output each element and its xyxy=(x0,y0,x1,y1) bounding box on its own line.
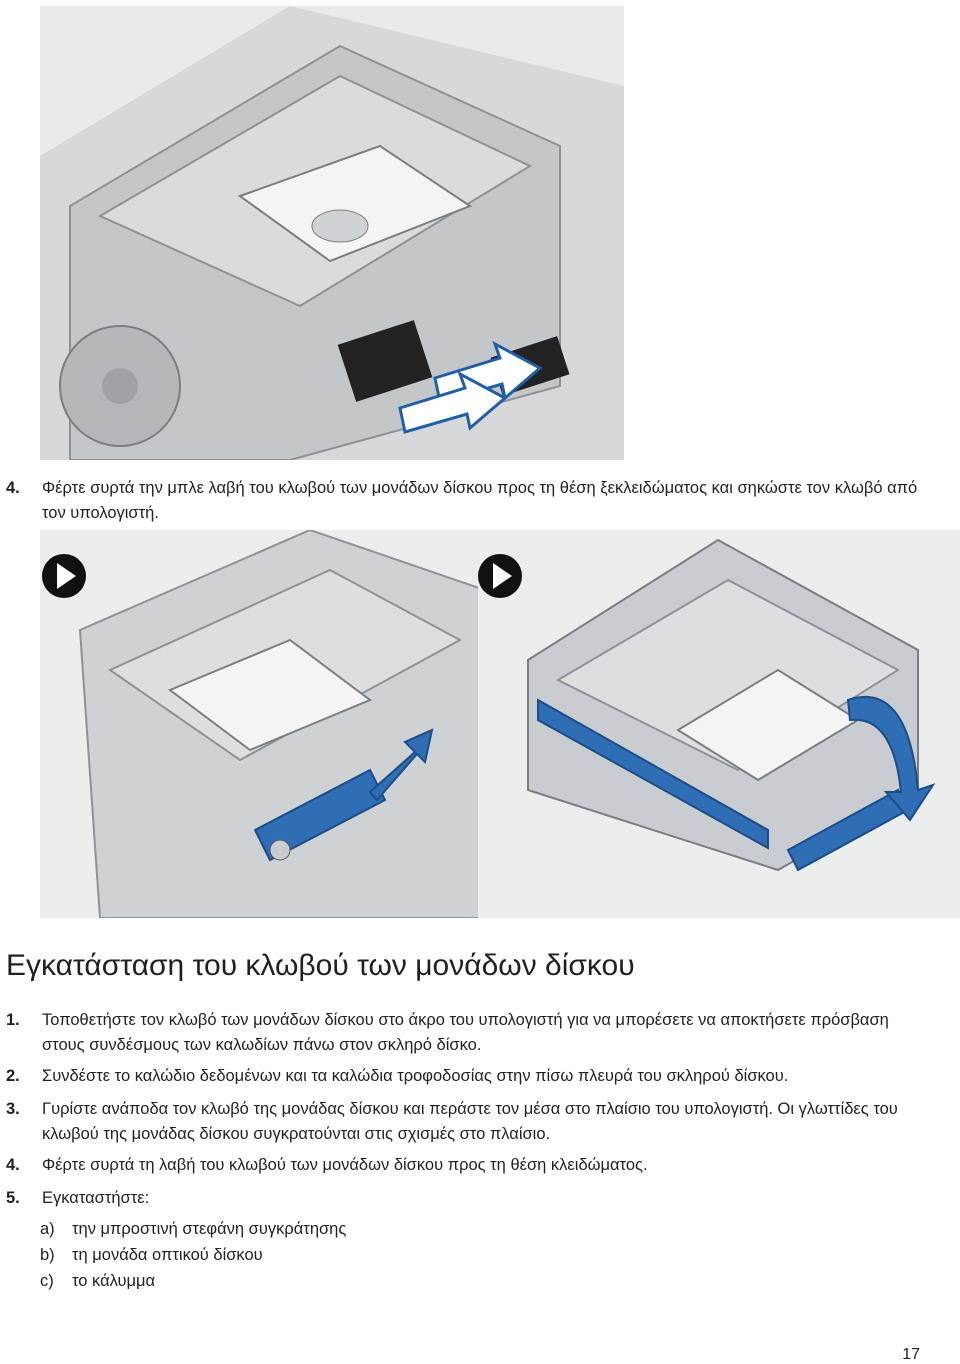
step-number: 2. xyxy=(6,1067,20,1085)
substep-text: τη μονάδα οπτικού δίσκου xyxy=(72,1246,263,1264)
substep-letter: b) xyxy=(40,1246,55,1264)
step-number: 3. xyxy=(6,1100,20,1118)
step-text: Φέρτε συρτά την μπλε λαβή του κλωβού των μονάδων δίσκου προς τη θέση ξεκλειδώματος και σηκώστε τον κλωβό από τον υπολογιστή. xyxy=(42,479,918,522)
step-number: 5. xyxy=(6,1189,20,1207)
step-5 xyxy=(6,1186,926,1211)
step-number: 4. xyxy=(6,479,20,497)
substep-letter: c) xyxy=(40,1272,54,1290)
figure-cage-handle-right xyxy=(478,530,960,918)
step-2 xyxy=(6,1064,926,1089)
substep-letter: a) xyxy=(40,1220,55,1238)
step-text: Γυρίστε ανάποδα τον κλωβό της μονάδας δίσκου και περάστε τον μέσα στο πλαίσιο του υπολογιστή. Οι γλωττίδες του κλωβού της μονάδας δίσκου συγκρατούνται στις σχισμές στο πλαίσιο. xyxy=(42,1100,898,1143)
step-4-remove xyxy=(6,476,926,526)
step-text: Εγκαταστήστε: xyxy=(42,1189,150,1207)
substep-c xyxy=(40,1269,155,1294)
page-number: 17 xyxy=(902,1346,920,1363)
substep-text: το κάλυμμα xyxy=(72,1272,156,1290)
substep-a xyxy=(40,1217,346,1242)
step-4 xyxy=(6,1153,926,1178)
substep-b xyxy=(40,1243,263,1268)
step-text: Φέρτε συρτά τη λαβή του κλωβού των μονάδων δίσκου προς τη θέση κλειδώματος. xyxy=(42,1156,648,1174)
step-3 xyxy=(6,1097,926,1147)
step-number: 1. xyxy=(6,1011,20,1029)
step-1 xyxy=(6,1008,906,1058)
step-text: Τοποθετήστε τον κλωβό των μονάδων δίσκου στο άκρο του υπολογιστή για να μπορέσετε να αποκτήσετε πρόσβαση στους συνδέσμους των καλωδίων πάνω στον σκληρό δίσκο. xyxy=(42,1011,889,1054)
step-number: 4. xyxy=(6,1156,20,1174)
substep-text: την μπροστινή στεφάνη συγκράτησης xyxy=(72,1220,347,1238)
step-text: Συνδέστε το καλώδιο δεδομένων και τα καλώδια τροφοδοσίας στην πίσω πλευρά του σκληρού δίσκου. xyxy=(42,1067,789,1085)
figure-cage-handle-left xyxy=(40,530,485,918)
figure-cable-disconnect xyxy=(40,6,624,460)
section-title: Εγκατάσταση του κλωβού των μονάδων δίσκου xyxy=(6,949,635,982)
